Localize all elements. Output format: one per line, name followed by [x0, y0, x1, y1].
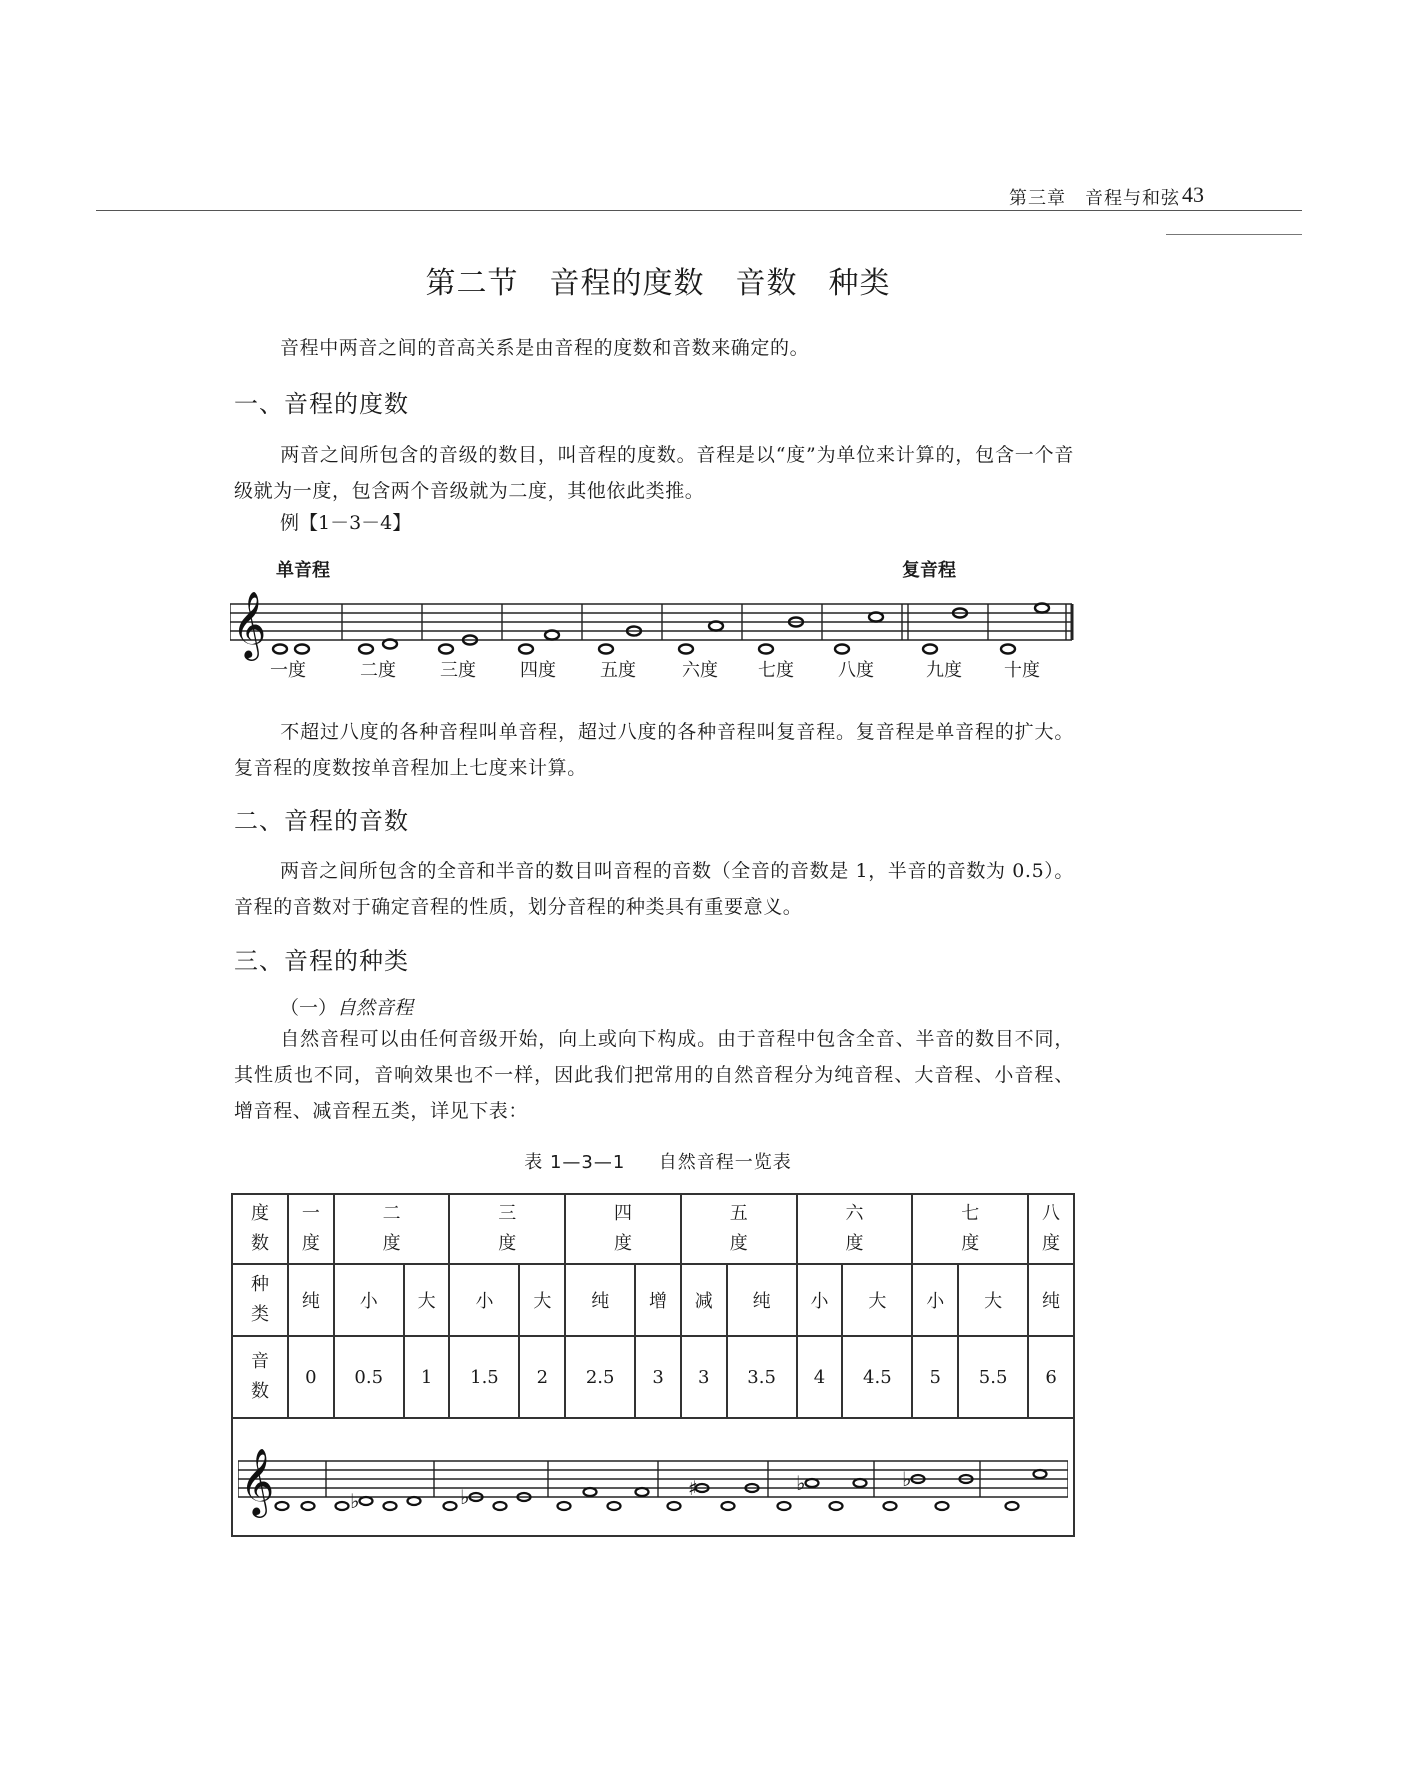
- simple-interval-label: 单音程: [276, 560, 330, 581]
- degree-staff-example: [230, 556, 1080, 686]
- row-header: 音 数: [232, 1336, 288, 1418]
- degree-label: 九度: [926, 660, 962, 681]
- count-cell: 5.5: [958, 1336, 1028, 1418]
- running-head: [0, 180, 1406, 212]
- count-cell: 0: [288, 1336, 334, 1418]
- count-cell: 1: [404, 1336, 450, 1418]
- degree-group-cell: 五 度: [681, 1194, 797, 1264]
- flat-icon: ♭: [460, 1485, 470, 1509]
- count-cell: 2.5: [565, 1336, 635, 1418]
- row-header: 度 数: [232, 1194, 288, 1264]
- kind-cell: 小: [449, 1264, 519, 1336]
- caption-number: 1—3—1: [549, 1152, 626, 1173]
- sharp-icon: ♯: [688, 1476, 698, 1500]
- count-cell: 0.5: [334, 1336, 404, 1418]
- heading-kind: 三、音程的种类: [234, 947, 409, 975]
- natural-paragraph: [234, 1021, 1074, 1129]
- interval-staff-svg: [238, 1427, 1068, 1527]
- kind-cell: 大: [404, 1264, 450, 1336]
- kind-cell: 大: [519, 1264, 565, 1336]
- table-row-degree: [232, 1194, 1074, 1264]
- count-cell: 4: [797, 1336, 843, 1418]
- heading-degree: 一、音程的度数: [234, 390, 409, 418]
- count-text: 两音之间所包含的全音和半音的数目叫音程的音数（全音的音数是 1，半音的音数为 0.5）。音程的音数对于确定音程的性质，划分音程的种类具有重要意义。: [234, 860, 1074, 918]
- treble-clef-icon: 𝄞: [240, 1447, 275, 1515]
- degree-label: 三度: [440, 660, 476, 681]
- degree-group-cell: 七 度: [912, 1194, 1028, 1264]
- count-cell: 3: [681, 1336, 727, 1418]
- count-cell: 1.5: [449, 1336, 519, 1418]
- degree-label: 八度: [838, 660, 874, 681]
- count-cell: 2: [519, 1336, 565, 1418]
- kind-cell: 大: [842, 1264, 912, 1336]
- degree-label: 二度: [360, 660, 396, 681]
- degree-group-cell: 一 度: [288, 1194, 334, 1264]
- caption-title: 自然音程一览表: [658, 1152, 792, 1173]
- count-cell: 5: [912, 1336, 958, 1418]
- header-rule: [96, 210, 1302, 211]
- table-row-kind: [232, 1264, 1074, 1336]
- chapter-title: 第三章 音程与和弦: [1009, 188, 1180, 209]
- degree-label: 四度: [520, 660, 556, 681]
- kind-cell: 增: [635, 1264, 681, 1336]
- compound-interval-label: 复音程: [902, 560, 956, 581]
- table-row-staff: [232, 1418, 1074, 1536]
- kind-cell: 小: [912, 1264, 958, 1336]
- subheading-natural: [280, 993, 413, 1020]
- subheading-title: 自然音程: [337, 997, 414, 1019]
- kind-cell: 小: [334, 1264, 404, 1336]
- subheading-prefix: （一）: [280, 997, 338, 1019]
- treble-clef-icon: 𝄞: [232, 590, 267, 658]
- table-row-count: [232, 1336, 1074, 1418]
- degree-paragraph: [234, 437, 1074, 509]
- kind-cell: 小: [797, 1264, 843, 1336]
- kind-cell: 纯: [288, 1264, 334, 1336]
- degree-text: 两音之间所包含的音级的数目，叫音程的度数。音程是以“度”为单位来计算的，包含一个音级就为一度，包含两个音级就为二度，其他依此类推。: [234, 444, 1074, 502]
- flat-icon: ♭: [350, 1489, 360, 1513]
- kind-cell: 减: [681, 1264, 727, 1336]
- section-title: 第二节 音程的度数 音数 种类: [425, 266, 891, 301]
- count-paragraph: [234, 853, 1074, 925]
- flat-icon: ♭: [902, 1467, 912, 1491]
- degree-label: 七度: [758, 660, 794, 681]
- degree-label: 六度: [682, 660, 718, 681]
- kind-cell: 大: [958, 1264, 1028, 1336]
- page-number: 43: [1182, 182, 1204, 207]
- degree-group-cell: 六 度: [797, 1194, 913, 1264]
- count-cell: 3: [635, 1336, 681, 1418]
- simple-compound-text: 不超过八度的各种音程叫单音程，超过八度的各种音程叫复音程。复音程是单音程的扩大。复音程的度数按单音程加上七度来计算。: [234, 721, 1074, 779]
- table-caption: [0, 1148, 1316, 1174]
- degree-label: 五度: [600, 660, 636, 681]
- kind-cell: 纯: [1028, 1264, 1074, 1336]
- intro-paragraph: [234, 330, 1074, 366]
- heading-count: 二、音程的音数: [234, 807, 409, 835]
- degree-group-cell: 八 度: [1028, 1194, 1074, 1264]
- row-header: 种 类: [232, 1264, 288, 1336]
- flat-icon: ♭: [796, 1471, 806, 1495]
- degree-label: 十度: [1004, 660, 1040, 681]
- intro-text: 音程中两音之间的音高关系是由音程的度数和音数来确定的。: [280, 337, 810, 359]
- interval-table: [231, 1193, 1075, 1537]
- count-cell: 6: [1028, 1336, 1074, 1418]
- caption-prefix: 表: [524, 1152, 544, 1173]
- interval-staff-cell: [232, 1418, 1074, 1536]
- degree-group-cell: 三 度: [449, 1194, 565, 1264]
- simple-compound-paragraph: [234, 714, 1074, 786]
- header-short-rule: [1166, 234, 1302, 235]
- degree-group-cell: 二 度: [334, 1194, 450, 1264]
- count-cell: 3.5: [727, 1336, 797, 1418]
- example-label: 例【1－3－4】: [280, 512, 412, 534]
- natural-text: 自然音程可以由任何音级开始，向上或向下构成。由于音程中包含全音、半音的数目不同，其性质也不同，音响效果也不一样，因此我们把常用的自然音程分为纯音程、大音程、小音程、增音程、减音程五类，详见下表：: [234, 1028, 1074, 1122]
- degree-label: 一度: [270, 660, 306, 681]
- kind-cell: 纯: [727, 1264, 797, 1336]
- kind-cell: 纯: [565, 1264, 635, 1336]
- count-cell: 4.5: [842, 1336, 912, 1418]
- degree-group-cell: 四 度: [565, 1194, 681, 1264]
